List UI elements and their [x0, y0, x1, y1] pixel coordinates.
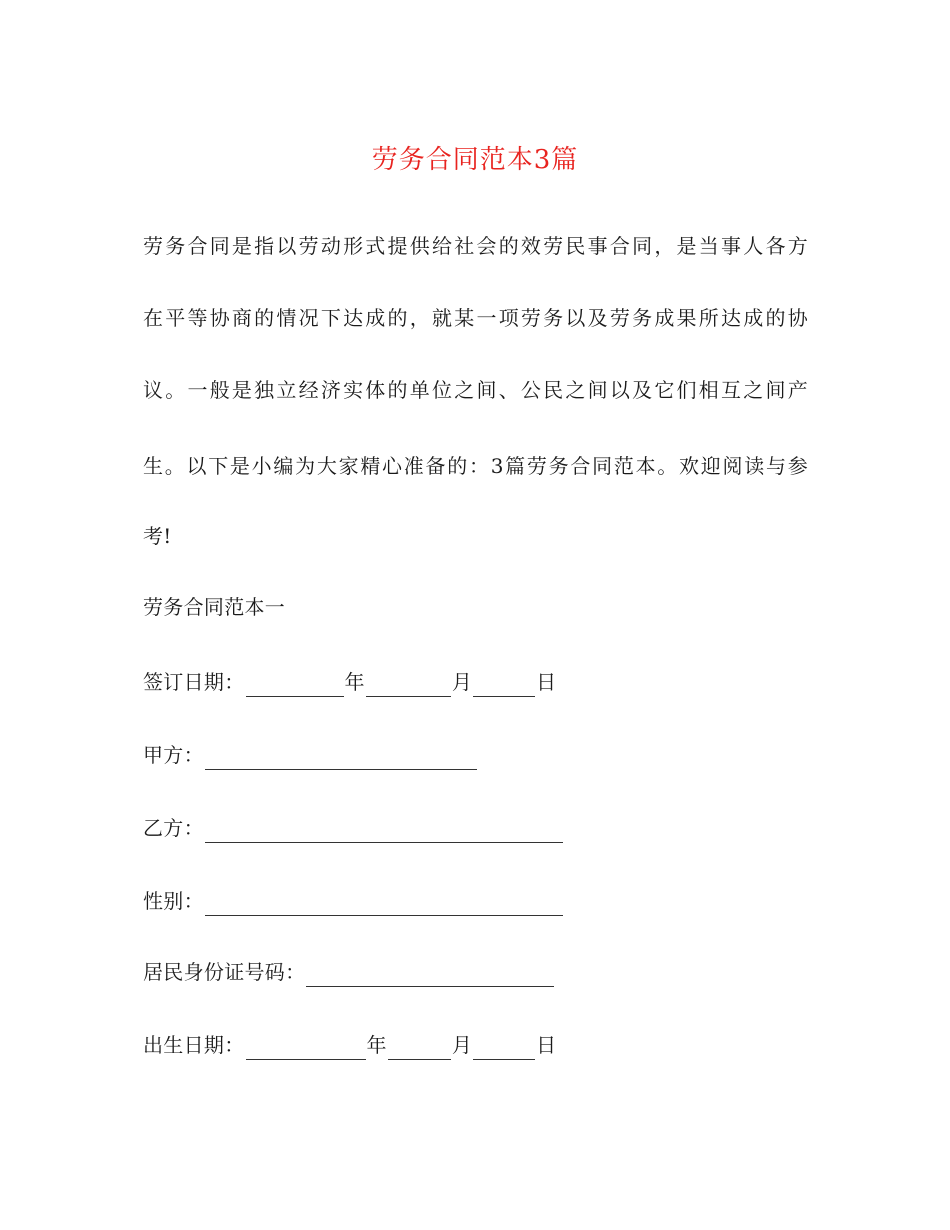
birth-date-day-unit: 日: [536, 1033, 557, 1057]
birth-date-month-blank[interactable]: [388, 1037, 451, 1060]
sign-date-month-blank[interactable]: [366, 674, 451, 697]
party-a-field: [143, 740, 478, 770]
birth-date-label: 出生日期：: [143, 1033, 245, 1057]
gender-blank[interactable]: [205, 893, 563, 916]
id-number-label: 居民身份证号码：: [143, 960, 306, 984]
sign-date-day-blank[interactable]: [473, 674, 535, 697]
birth-date-field: [143, 1030, 556, 1060]
party-b-blank[interactable]: [205, 820, 563, 843]
birth-date-year-unit: 年: [366, 1033, 387, 1057]
intro-line-2: 在平等协商的情况下达成的，就某一项劳务以及劳务成果所达成的协: [143, 306, 808, 330]
intro-line-4: 生。以下是小编为大家精心准备的：3篇劳务合同范本。欢迎阅读与参: [143, 454, 808, 478]
birth-date-month-unit: 月: [451, 1033, 473, 1057]
intro-line-1: 劳务合同是指以劳动形式提供给社会的效劳民事合同，是当事人各方: [143, 234, 808, 258]
gender-label: 性别：: [143, 889, 204, 913]
sign-date-year-blank[interactable]: [246, 674, 344, 697]
document-title: 劳务合同范本3篇: [371, 145, 579, 175]
intro-line-5: 考!: [143, 524, 172, 548]
section-heading: 劳务合同范本一: [143, 595, 286, 619]
sign-date-field: [143, 667, 556, 697]
sign-date-month-unit: 月: [451, 670, 473, 694]
sign-date-label: 签订日期：: [143, 670, 245, 694]
party-a-label: 甲方：: [143, 743, 204, 767]
birth-date-day-blank[interactable]: [473, 1037, 535, 1060]
gender-field: [143, 886, 564, 916]
birth-date-year-blank[interactable]: [246, 1037, 366, 1060]
party-b-label: 乙方：: [143, 816, 204, 840]
sign-date-day-unit: 日: [536, 670, 557, 694]
id-number-field: [143, 957, 555, 987]
sign-date-year-unit: 年: [344, 670, 365, 694]
intro-line-3: 议。一般是独立经济实体的单位之间、公民之间以及它们相互之间产: [143, 378, 808, 402]
id-number-blank[interactable]: [306, 964, 554, 987]
party-a-blank[interactable]: [205, 747, 477, 770]
party-b-field: [143, 813, 564, 843]
